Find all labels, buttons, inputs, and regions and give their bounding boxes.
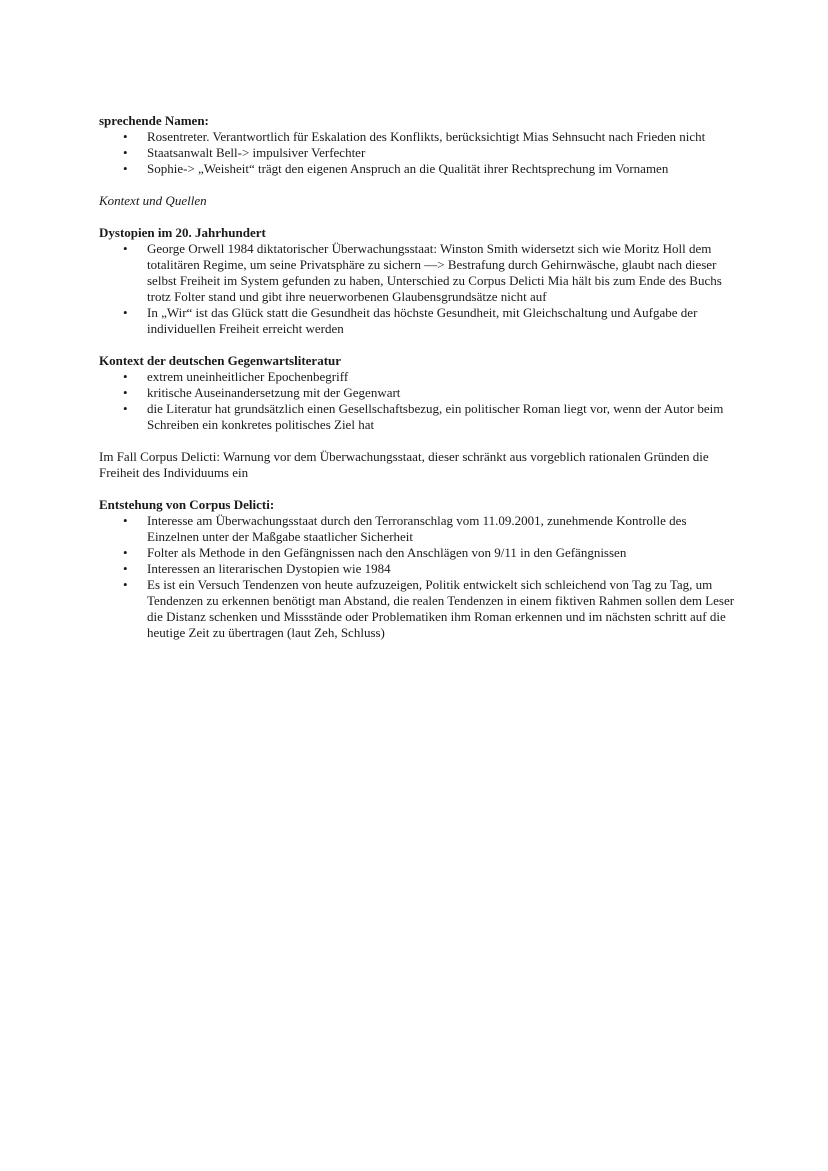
list-item-text: Sophie-> „Weisheit“ trägt den eigenen Anspruch an die Qualität ihrer Rechtsprechung im Vornamen (147, 161, 669, 176)
origin-list (99, 513, 739, 641)
list-item-text: Staatsanwalt Bell-> impulsiver Verfechter (147, 145, 366, 160)
list-item (99, 241, 739, 305)
list-item (99, 129, 739, 145)
document-page (99, 113, 739, 641)
list-item-text: Rosentreter. Verantwortlich für Eskalation des Konflikts, berücksichtigt Mias Sehnsucht nach Frieden nicht (147, 129, 706, 144)
bullet-icon: • (123, 305, 128, 320)
list-item (99, 161, 739, 177)
list-item (99, 369, 739, 385)
bullet-icon: • (123, 545, 128, 560)
corpus-case-paragraph: Im Fall Corpus Delicti: Warnung vor dem Überwachungsstaat, dieser schränkt aus vorgeblich rationalen Gründen die Freiheit des Individuums ein (99, 449, 709, 480)
list-item-text: die Literatur hat grundsätzlich einen Gesellschaftsbezug, ein politischer Roman liegt vor, wenn der Autor beim Schreiben ein konkretes politisches Ziel hat (147, 401, 724, 432)
bullet-icon: • (123, 561, 128, 576)
list-item (99, 145, 739, 161)
section-heading-dystopias: Dystopien im 20. Jahrhundert (99, 225, 266, 240)
list-item-text: Folter als Methode in den Gefängnissen nach den Anschlägen von 9/11 in den Gefängnissen (147, 545, 627, 560)
names-list (99, 129, 739, 177)
bullet-icon: • (123, 401, 128, 416)
list-item (99, 305, 739, 337)
bullet-icon: • (123, 513, 128, 528)
list-item-text: Es ist ein Versuch Tendenzen von heute aufzuzeigen, Politik entwickelt sich schleichend von Tag zu Tag, um Tendenzen zu erkennen benötigt man Abstand, die realen Tendenzen in einem fiktiven Rahmen sollen dem Leser die Distanz schenken und Missstände oder Problematiken ihm Roman erkennen und im nächsten schritt auf die heutige Zeit zu übertragen (laut Zeh, Schluss) (147, 577, 735, 640)
context-heading: Kontext und Quellen (99, 193, 207, 208)
list-item-text: extrem uneinheitlicher Epochenbegriff (147, 369, 349, 384)
bullet-icon: • (123, 577, 128, 592)
list-item-text: Interesse am Überwachungsstaat durch den Terroranschlag vom 11.09.2001, zunehmende Kontrolle des Einzelnen unter der Maßgabe staatlicher Sicherheit (147, 513, 687, 544)
list-item (99, 401, 739, 433)
bullet-icon: • (123, 241, 128, 256)
list-item (99, 561, 739, 577)
list-item (99, 545, 739, 561)
contemporary-list (99, 369, 739, 433)
section-heading-names: sprechende Namen: (99, 113, 209, 128)
list-item (99, 513, 739, 545)
bullet-icon: • (123, 161, 128, 176)
list-item-text: In „Wir“ ist das Glück statt die Gesundheit das höchste Gesundheit, mit Gleichschaltung und Aufgabe der individuellen Freiheit erreicht werden (147, 305, 698, 336)
list-item (99, 385, 739, 401)
list-item-text: George Orwell 1984 diktatorischer Überwachungsstaat: Winston Smith widersetzt sich wie Moritz Holl dem totalitären Regime, um seine Privatsphäre zu sichern —> Bestrafung durch Gehirnwäsche, glaubt nach dieser selbst Freiheit im System gefunden zu haben, Unterschied zu Corpus Delicti Mia hält bis zum Ende des Buchs trotz Folter stand und gibt ihre neuerworbenen Glaubensgrundsätze nicht auf (147, 241, 722, 304)
bullet-icon: • (123, 385, 128, 400)
section-heading-origin: Entstehung von Corpus Delicti: (99, 497, 275, 512)
list-item-text: kritische Auseinandersetzung mit der Gegenwart (147, 385, 401, 400)
dystopias-list (99, 241, 739, 337)
bullet-icon: • (123, 369, 128, 384)
section-heading-contemporary: Kontext der deutschen Gegenwartsliteratur (99, 353, 342, 368)
list-item-text: Interessen an literarischen Dystopien wie 1984 (147, 561, 391, 576)
list-item (99, 577, 739, 641)
bullet-icon: • (123, 129, 128, 144)
bullet-icon: • (123, 145, 128, 160)
